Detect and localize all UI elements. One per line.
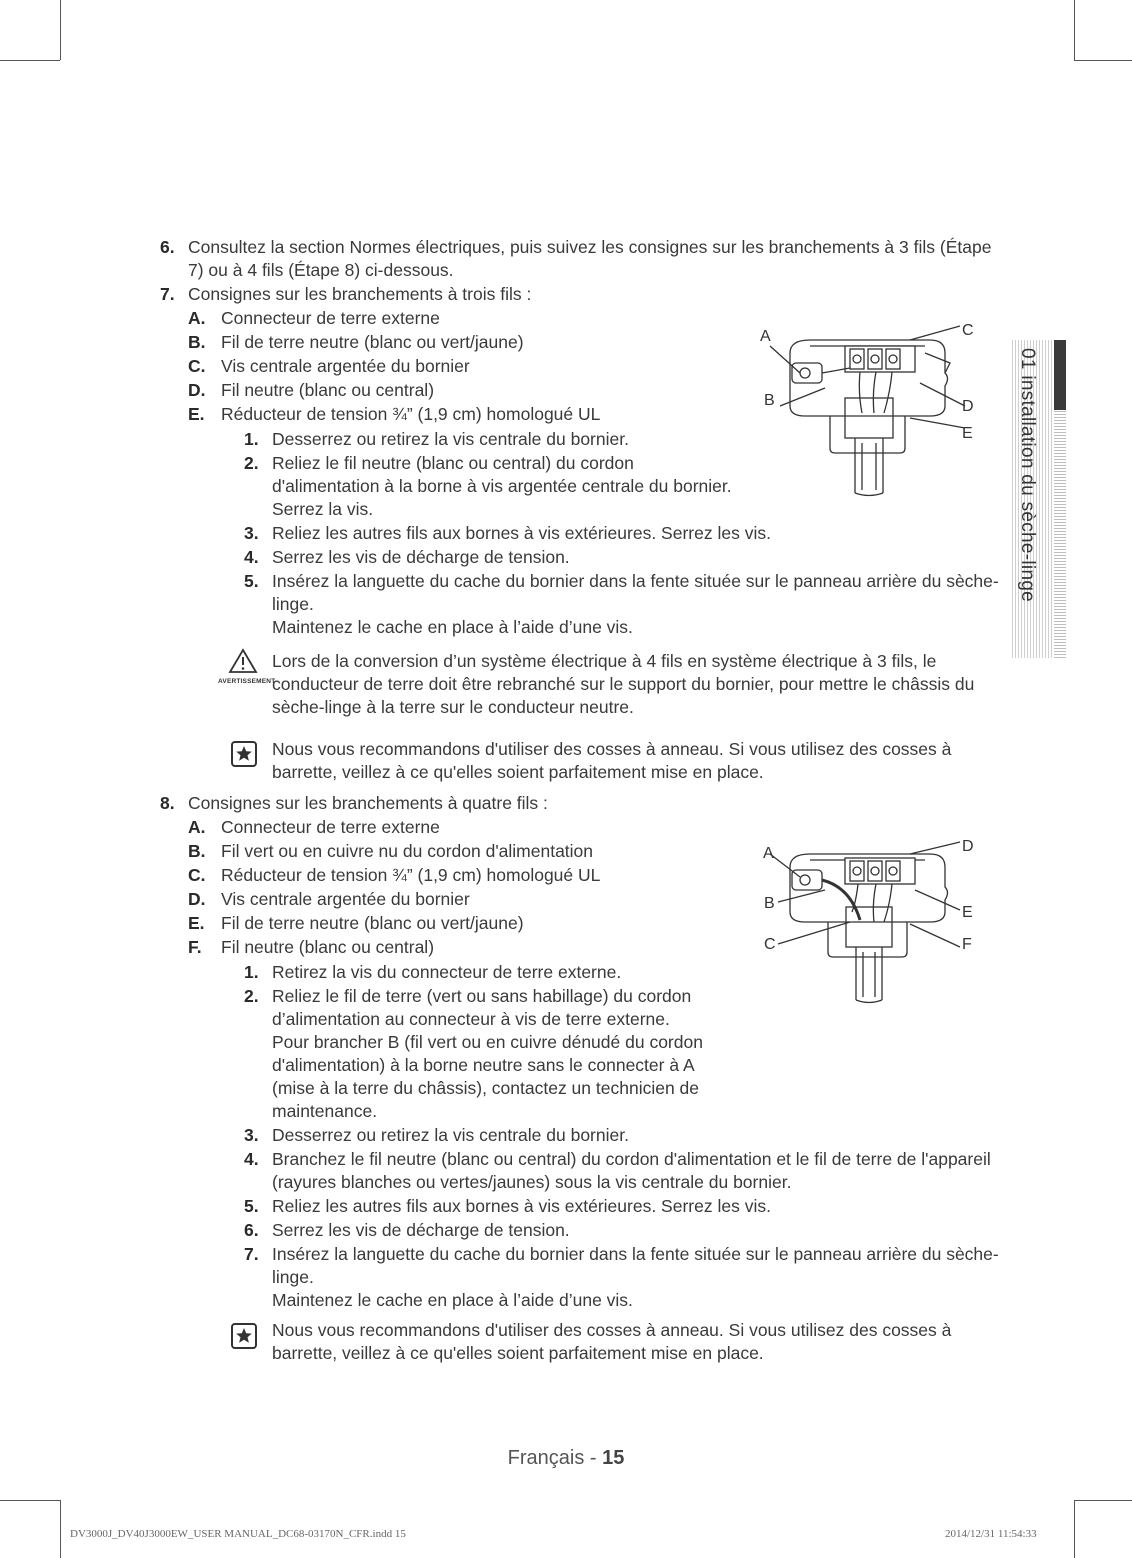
- part-letter: E.: [188, 913, 205, 933]
- part-text: Fil vert ou en cuivre nu du cordon d'alimentation: [221, 841, 594, 861]
- side-tab-marker: [1054, 340, 1066, 410]
- substep-number: 7.: [244, 1244, 259, 1264]
- substep-text: Maintenez le cache en place à l’aide d’une vis.: [272, 1290, 633, 1310]
- footer-language: Français -: [507, 1447, 603, 1469]
- substep-number: 2.: [244, 453, 259, 473]
- three-wire-diagram: [750, 318, 990, 498]
- note-star-icon: [230, 1322, 258, 1350]
- side-tab-hatch: [1054, 410, 1066, 658]
- substep-text: Retirez la vis du connecteur de terre externe.: [272, 962, 622, 982]
- diagram-label-b: B: [764, 895, 775, 912]
- substep-text: Serrez les vis de décharge de tension.: [272, 1220, 570, 1240]
- diagram-label-b: B: [764, 392, 775, 409]
- step-6-number: 6.: [160, 237, 175, 257]
- note-text: Nous vous recommandons d'utiliser des cosses à anneau. Si vous utilisez des cosses à: [272, 739, 952, 759]
- substep-number: 3.: [244, 1125, 259, 1145]
- substep-text: maintenance.: [272, 1101, 378, 1121]
- part-text: Fil de terre neutre (blanc ou vert/jaune): [221, 913, 524, 933]
- substep-number: 6.: [244, 1220, 259, 1240]
- four-wire-diagram: [750, 832, 990, 1007]
- substep-text: Reliez le fil neutre (blanc ou central) du cordon: [272, 453, 634, 473]
- page-footer: [0, 1447, 1132, 1470]
- part-letter: C.: [188, 865, 206, 885]
- diagram-label-e: E: [962, 425, 973, 442]
- diagram-label-d: D: [962, 838, 974, 855]
- diagram-label-e: E: [962, 904, 973, 921]
- step-8-title: Consignes sur les branchements à quatre fils :: [188, 793, 548, 813]
- note-star-icon: [230, 740, 258, 768]
- substep-number: 4.: [244, 547, 259, 567]
- substep-number: 2.: [244, 986, 259, 1006]
- crop-mark: [60, 0, 61, 60]
- warning-text: sèche-linge à la terre sur le conducteur neutre.: [272, 697, 634, 717]
- crop-mark: [1074, 1500, 1075, 1558]
- note-text: barrette, veillez à ce qu'elles soient parfaitement mise en place.: [272, 1343, 764, 1363]
- warning-icon: [228, 648, 258, 674]
- substep-text: Reliez les autres fils aux bornes à vis extérieures. Serrez les vis.: [272, 1196, 771, 1216]
- part-letter: C.: [188, 356, 206, 376]
- warning-label: AVERTISSEMENT: [218, 678, 276, 685]
- crop-mark: [1074, 0, 1075, 60]
- substep-number: 4.: [244, 1149, 259, 1169]
- page-number: 15: [602, 1447, 625, 1469]
- step-6-text: 7) ou à 4 fils (Étape 8) ci-dessous.: [188, 260, 454, 280]
- substep-text: Reliez les autres fils aux bornes à vis extérieures. Serrez les vis.: [272, 523, 771, 543]
- substep-text: d'alimentation à la borne à vis argentée centrale du bornier.: [272, 476, 732, 496]
- part-letter: B.: [188, 841, 206, 861]
- part-text: Connecteur de terre externe: [221, 308, 440, 328]
- part-text: Connecteur de terre externe: [221, 817, 440, 837]
- substep-number: 5.: [244, 1196, 259, 1216]
- part-letter: F.: [188, 937, 202, 957]
- substep-text: Serrez les vis de décharge de tension.: [272, 547, 570, 567]
- warning-text: conducteur de terre doit être rebranché sur le support du bornier, pour mettre le châssis du: [272, 674, 975, 694]
- diagram-label-a: A: [763, 845, 774, 862]
- part-letter: D.: [188, 889, 206, 909]
- crop-mark: [1074, 1500, 1132, 1501]
- substep-text: d’alimentation au connecteur à vis de terre externe.: [272, 1009, 670, 1029]
- substep-number: 1.: [244, 429, 259, 449]
- substep-text: Pour brancher B (fil vert ou en cuivre dénudé du cordon: [272, 1032, 703, 1052]
- part-text: Fil neutre (blanc ou central): [221, 380, 435, 400]
- substep-text: d'alimentation) à la borne neutre sans le connecter à A: [272, 1055, 695, 1075]
- part-text: Vis centrale argentée du bornier: [221, 889, 470, 909]
- substep-text: Desserrez ou retirez la vis centrale du bornier.: [272, 1125, 629, 1145]
- crop-mark: [0, 1500, 60, 1501]
- substep-text: (mise à la terre du châssis), contactez un technicien de: [272, 1078, 700, 1098]
- part-text: Réducteur de tension ¾” (1,9 cm) homologué UL: [221, 865, 601, 885]
- crop-mark: [60, 1500, 61, 1558]
- part-letter: E.: [188, 404, 205, 424]
- print-file-name: DV3000J_DV40J3000EW_USER MANUAL_DC68-03170N_CFR.indd 15: [70, 1528, 406, 1540]
- substep-text: Insérez la languette du cache du bornier dans la fente située sur le panneau arrière du sèche-: [272, 1244, 999, 1264]
- substep-text: Serrez la vis.: [272, 499, 374, 519]
- part-text: Fil de terre neutre (blanc ou vert/jaune): [221, 332, 524, 352]
- step-8-number: 8.: [160, 793, 175, 813]
- crop-mark: [0, 60, 60, 61]
- diagram-label-c: C: [764, 936, 776, 953]
- diagram-label-d: D: [962, 398, 974, 415]
- diagram-label-f: F: [962, 936, 972, 953]
- print-timestamp: 2014/12/31 11:54:33: [945, 1528, 1037, 1540]
- crop-mark: [1074, 60, 1132, 61]
- chapter-side-tab: [1012, 340, 1067, 658]
- warning-text: Lors de la conversion d’un système électrique à 4 fils en système électrique à 3 fils, le: [272, 651, 937, 671]
- substep-text: Insérez la languette du cache du bornier dans la fente située sur le panneau arrière du sèche-: [272, 571, 999, 591]
- substep-text: Reliez le fil de terre (vert ou sans habillage) du cordon: [272, 986, 692, 1006]
- part-text: Réducteur de tension ¾” (1,9 cm) homologué UL: [221, 404, 601, 424]
- part-text: Vis centrale argentée du bornier: [221, 356, 470, 376]
- chapter-title: 01 installation du sèche-linge: [1017, 348, 1038, 603]
- step-7-number: 7.: [160, 284, 175, 304]
- part-letter: A.: [188, 308, 206, 328]
- substep-number: 5.: [244, 571, 259, 591]
- part-letter: D.: [188, 380, 206, 400]
- note-text: barrette, veillez à ce qu'elles soient parfaitement mise en place.: [272, 762, 764, 782]
- substep-text: (rayures blanches ou vertes/jaunes) sous la vis centrale du bornier.: [272, 1172, 792, 1192]
- substep-text: Desserrez ou retirez la vis centrale du bornier.: [272, 429, 629, 449]
- step-6-text: Consultez la section Normes électriques, puis suivez les consignes sur les branchements à 3 fils (Étape: [188, 237, 992, 257]
- substep-number: 3.: [244, 523, 259, 543]
- substep-number: 1.: [244, 962, 259, 982]
- substep-text: linge.: [272, 594, 314, 614]
- step-7-title: Consignes sur les branchements à trois fils :: [188, 284, 532, 304]
- substep-text: Branchez le fil neutre (blanc ou central) du cordon d'alimentation et le fil de terre de l'appareil: [272, 1149, 991, 1169]
- substep-text: Maintenez le cache en place à l’aide d’une vis.: [272, 617, 633, 637]
- diagram-label-c: C: [962, 322, 974, 339]
- diagram-label-a: A: [760, 328, 771, 345]
- part-letter: A.: [188, 817, 206, 837]
- substep-text: linge.: [272, 1267, 314, 1287]
- part-letter: B.: [188, 332, 206, 352]
- part-text: Fil neutre (blanc ou central): [221, 937, 435, 957]
- note-text: Nous vous recommandons d'utiliser des cosses à anneau. Si vous utilisez des cosses à: [272, 1320, 952, 1340]
